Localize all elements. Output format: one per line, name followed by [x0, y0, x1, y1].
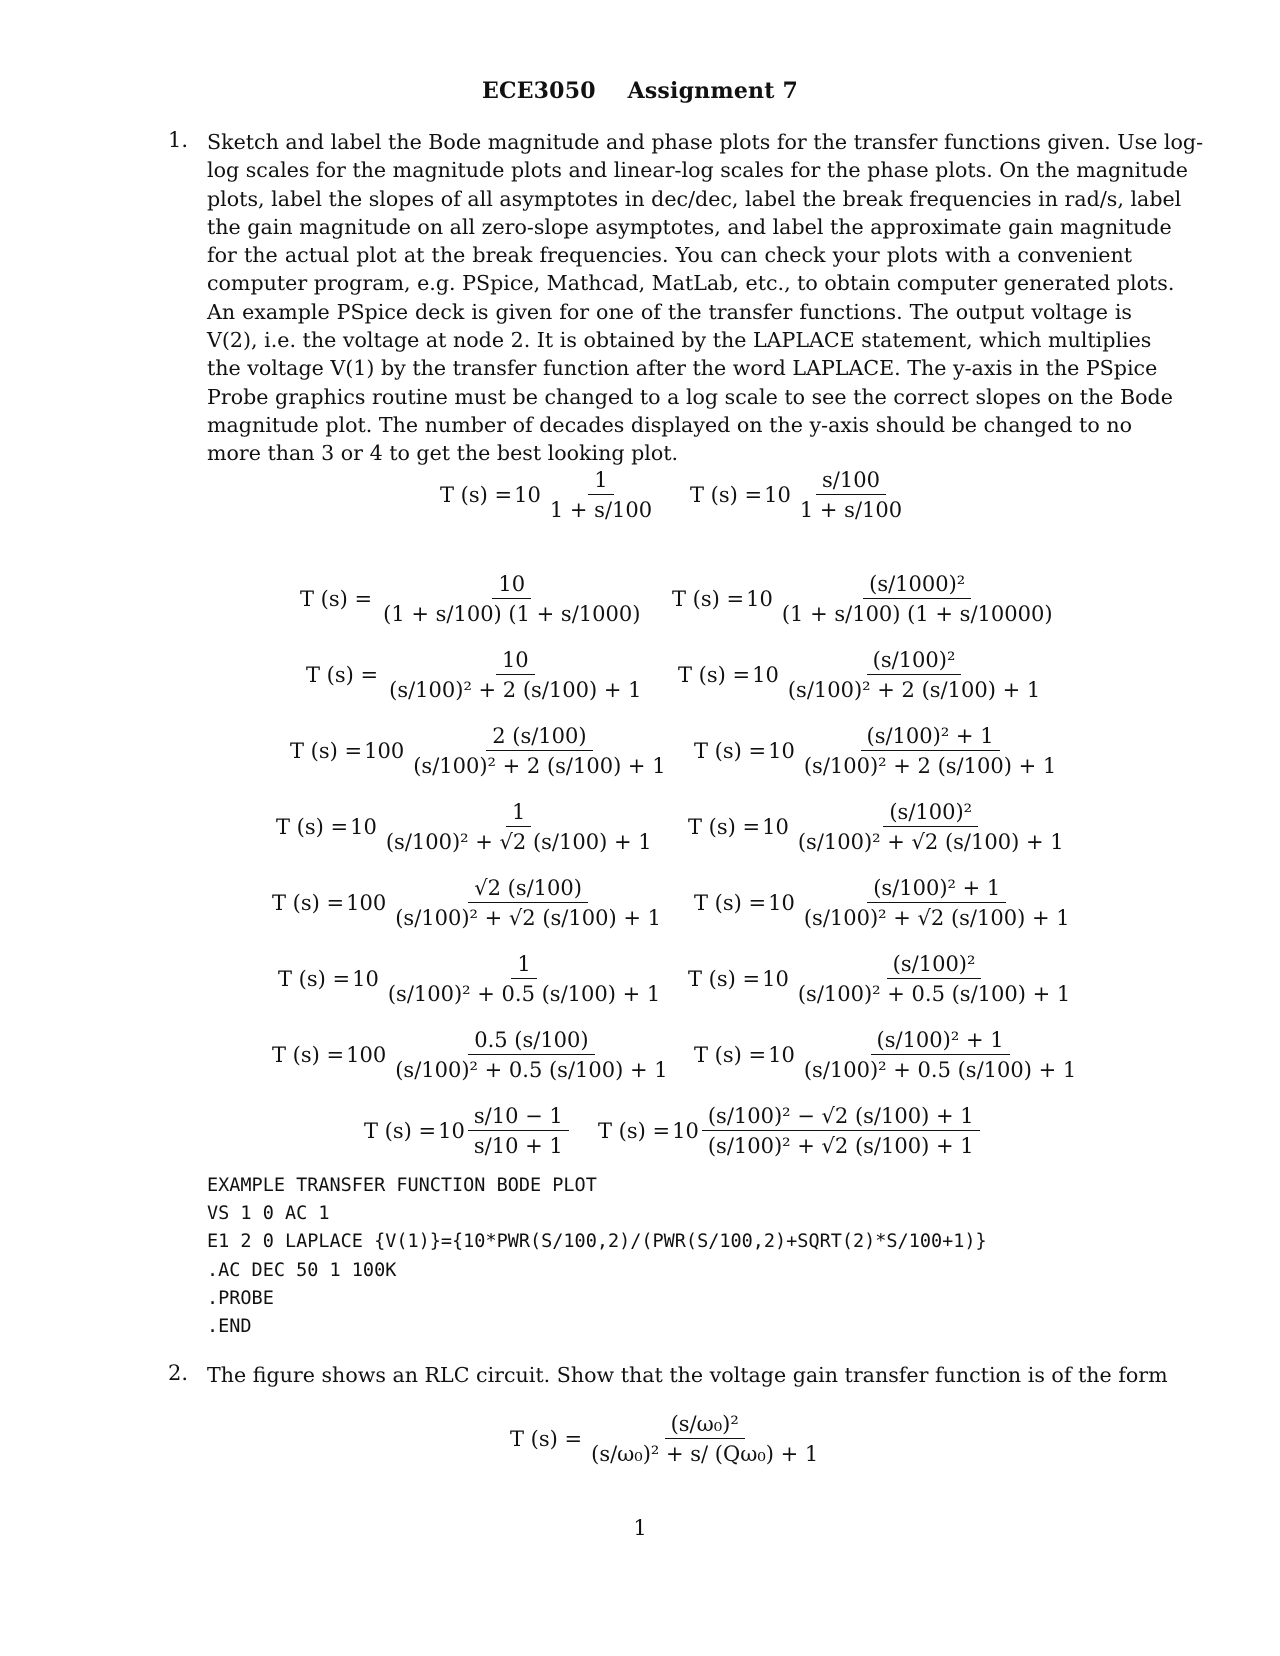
question-2-text [207, 1361, 1168, 1389]
transfer-function-18: T (s) = 10 $\frac{\text{(s/100)² − √2 (s/100) + 1}}{\text{(s/100)² + √2 (s/100) + 1}}$ [598, 1104, 980, 1158]
pspice-line: VS 1 0 AC 1 [207, 1203, 330, 1225]
pspice-line: .PROBE [207, 1287, 274, 1309]
transfer-function-3: T (s) = $\frac{10}{(1 + s/100) (1 + s/1000)}$ [300, 572, 641, 626]
rlc-transfer-function: T (s) = $\frac{\text{(s/ω₀)²}}{\text{(s/ω₀)² + s/ (Qω₀) + 1}}$ [510, 1412, 819, 1466]
q1-line: more than 3 or 4 to get the best looking plot. [207, 441, 679, 466]
q1-line: the voltage V(1) by the transfer function after the word LAPLACE. The y-axis in the PSpice [207, 356, 1158, 381]
transfer-function-9: T (s) = 10 $\frac{1}{\text{(s/100)² + √2 (s/100) + 1}}$ [276, 800, 652, 854]
pspice-line: .AC DEC 50 1 100K [207, 1259, 397, 1281]
pspice-line: .END [207, 1316, 252, 1338]
question-1-text [207, 128, 1204, 468]
q2-line: The figure shows an RLC circuit. Show that the voltage gain transfer function is of the form [207, 1363, 1168, 1387]
transfer-function-1: T (s) = 10 $\frac{1}{1 + s/100}$ [440, 468, 653, 522]
pspice-line: EXAMPLE TRANSFER FUNCTION BODE PLOT [207, 1175, 597, 1196]
pspice-deck [207, 1172, 987, 1341]
assignment-title: Assignment 7 [627, 78, 798, 104]
page-title [0, 78, 1280, 104]
q1-line: log scales for the magnitude plots and linear-log scales for the phase plots. On the magnitude [207, 158, 1188, 183]
transfer-function-14: T (s) = 10 $\frac{\text{(s/100)²}}{\text{(s/100)² + 0.5 (s/100) + 1}}$ [688, 952, 1071, 1006]
transfer-function-6: T (s) = 10 $\frac{\text{(s/100)²}}{\text{(s/100)² + 2 (s/100) + 1}}$ [678, 648, 1041, 702]
q1-line: plots, label the slopes of all asymptotes in dec/dec, label the break frequencies in rad/s, label [207, 186, 1182, 211]
q1-line: computer program, e.g. PSpice, Mathcad, MatLab, etc., to obtain computer generated plots. [207, 271, 1175, 296]
q1-line: Probe graphics routine must be changed to a log scale to see the correct slopes on the Bode [207, 384, 1173, 409]
transfer-function-8: T (s) = 10 $\frac{\text{(s/100)² + 1}}{\text{(s/100)² + 2 (s/100) + 1}}$ [694, 724, 1057, 778]
question-2-number: 2. [168, 1361, 189, 1385]
transfer-function-5: T (s) = $\frac{10}{\text{(s/100)² + 2 (s/100) + 1}}$ [306, 648, 642, 702]
q1-line: Sketch and label the Bode magnitude and phase plots for the transfer functions given. Use log- [207, 130, 1204, 154]
q1-line: An example PSpice deck is given for one of the transfer functions. The output voltage is [207, 299, 1132, 324]
q1-line: for the actual plot at the break frequencies. You can check your plots with a convenient [207, 243, 1132, 268]
question-1-number: 1. [168, 128, 189, 152]
transfer-function-16: T (s) = 10 $\frac{\text{(s/100)² + 1}}{\text{(s/100)² + 0.5 (s/100) + 1}}$ [694, 1028, 1077, 1082]
transfer-function-11: T (s) = 100 $\frac{√2 (s/100)}{\text{(s/100)² + √2 (s/100) + 1}}$ [272, 876, 661, 930]
course-code: ECE3050 [482, 78, 596, 104]
q1-line: the gain magnitude on all zero-slope asymptotes, and label the approximate gain magnitude [207, 214, 1172, 239]
transfer-function-4: T (s) = 10 $\frac{\text{(s/1000)²}}{(1 + s/100) (1 + s/10000)}$ [672, 572, 1053, 626]
pspice-line: E1 2 0 LAPLACE {V(1)}={10*PWR(S/100,2)/(PWR(S/100,2)+SQRT(2)*S/100+1)} [207, 1231, 987, 1253]
q1-line: magnitude plot. The number of decades displayed on the y-axis should be changed to no [207, 412, 1132, 437]
page-number: 1 [633, 1516, 647, 1540]
transfer-function-2: T (s) = 10 $\frac{s/100}{1 + s/100}$ [690, 468, 903, 522]
transfer-function-13: T (s) = 10 $\frac{1}{\text{(s/100)² + 0.5 (s/100) + 1}}$ [278, 952, 661, 1006]
q1-line: V(2), i.e. the voltage at node 2. It is obtained by the LAPLACE statement, which multiplies [207, 328, 1152, 353]
transfer-function-12: T (s) = 10 $\frac{\text{(s/100)² + 1}}{\text{(s/100)² + √2 (s/100) + 1}}$ [694, 876, 1070, 930]
transfer-function-15: T (s) = 100 $\frac{0.5 (s/100)}{\text{(s/100)² + 0.5 (s/100) + 1}}$ [272, 1028, 668, 1082]
transfer-function-17: T (s) = 10 $\frac{s/10 - 1}{s/10 + 1}$ [364, 1104, 569, 1158]
transfer-function-7: T (s) = 100 $\frac{2 (s/100)}{\text{(s/100)² + 2 (s/100) + 1}}$ [290, 724, 666, 778]
transfer-function-10: T (s) = 10 $\frac{\text{(s/100)²}}{\text{(s/100)² + √2 (s/100) + 1}}$ [688, 800, 1064, 854]
